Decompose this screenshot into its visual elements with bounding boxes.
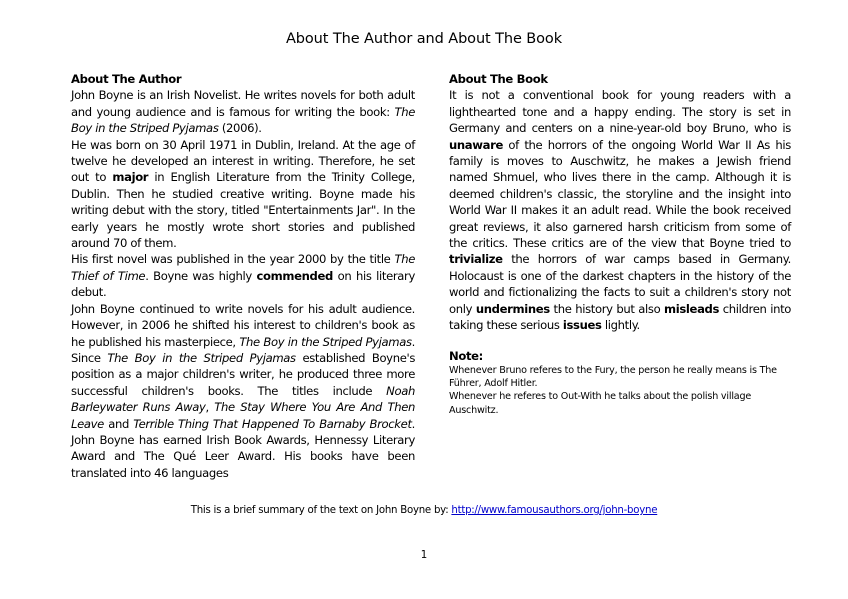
author-paragraph-2 bbox=[71, 137, 415, 252]
author-p4-text: and bbox=[103, 416, 134, 431]
author-paragraph-3 bbox=[71, 251, 415, 300]
page-number: 1 bbox=[420, 550, 428, 561]
author-p3-text: His first novel was published in the year 2000 by the title bbox=[71, 252, 395, 267]
note-section bbox=[449, 348, 791, 417]
book-text: the history but also bbox=[549, 301, 665, 316]
author-p4-text: . Since bbox=[71, 334, 416, 365]
page-title: About The Author and About The Book bbox=[285, 31, 562, 47]
book-title-italic: The Boy in the Striped Pyjamas bbox=[107, 350, 296, 365]
keyword-trivialize: trivialize bbox=[449, 252, 503, 267]
author-paragraph-1 bbox=[71, 87, 415, 136]
keyword-commended: commended bbox=[256, 268, 333, 283]
author-p2-text-end: in English Literature from the Trinity College, Dublin. Then he studied creative writing. Boyne made his writing debut with the story, titled "Entertainments Jar". In the early years he mostly wrote short stories and published around 70 of them. bbox=[71, 170, 415, 251]
footer-text: This is a brief summary of the text on John Boyne by: bbox=[190, 505, 452, 516]
author-p4-text-end: . John Boyne has earned Irish Book Awards, Hennessy Literary Award and The Qué Leer Award. His books have been translated into 46 languages bbox=[71, 416, 415, 480]
author-p3-text-end: on his literary debut. bbox=[71, 268, 415, 300]
book-paragraph bbox=[449, 87, 791, 333]
book-title-italic: The Stay Where You Are And Then Leave bbox=[71, 400, 416, 431]
about-author-heading: About The Author bbox=[71, 72, 182, 86]
note-line-1: Whenever Bruno referes to the Fury, the person he really means is The Führer, Adolf Hitler. bbox=[449, 364, 777, 390]
book-text-end: lightly. bbox=[601, 318, 640, 333]
author-p4-text: John Boyne continued to write novels for his adult audience. However, in 2006 he shifted his interest to children's book as he published his masterpiece, bbox=[71, 301, 415, 349]
book-text: children into taking these serious bbox=[449, 301, 792, 333]
keyword-major: major bbox=[112, 170, 149, 185]
keyword-misleads: misleads bbox=[664, 301, 720, 316]
keyword-issues: issues bbox=[562, 318, 602, 333]
author-p4-text: , bbox=[205, 400, 215, 415]
book-title-italic: The Thief of Time bbox=[71, 252, 415, 283]
author-p3-text-mid: . Boyne was highly bbox=[145, 268, 257, 283]
footer-summary bbox=[0, 505, 848, 516]
book-text: It is not a conventional book for young readers with a lighthearted tone and a happy ending. The story is set in Germany and centers on a nine-year-old boy Bruno, who is bbox=[449, 88, 791, 136]
book-text: of the horrors of the ongoing World War II As his family is moves to Auschwitz, he makes a Jewish friend named Shmuel, who lives there in the camp. Although it is deemed children's classic, the storyline and the insight into World War II makes it an adult read. While the book received great reviews, it also garnered harsh criticism from some of the critics. These critics are of the view that Boyne tried to bbox=[449, 137, 791, 251]
author-p4-text: established Boyne's position as a major children's writer, he produced three more successful children's books. The titles include bbox=[71, 350, 416, 398]
source-link[interactable]: http://www.famousauthors.org/john-boyne bbox=[451, 505, 658, 516]
author-p2-text: He was born on 30 April 1971 in Dublin, Ireland. At the age of twelve he developed an interest in writing. Therefore, he set out to bbox=[71, 137, 415, 185]
keyword-unaware: unaware bbox=[449, 137, 503, 152]
about-book-column bbox=[449, 71, 791, 417]
author-paragraph-4 bbox=[71, 301, 415, 481]
author-p1-text: John Boyne is an Irish Novelist. He writes novels for both adult and young audience and is famous for writing the book: bbox=[71, 88, 415, 119]
about-book-heading: About The Book bbox=[449, 72, 548, 86]
keyword-undermines: undermines bbox=[475, 301, 550, 316]
about-author-column bbox=[71, 71, 415, 481]
author-p1-text-end: (2006). bbox=[218, 121, 262, 136]
note-line-2: Whenever he referes to Out-With he talks about the polish village Auschwitz. bbox=[449, 391, 752, 416]
book-title-italic: The Boy in the Striped Pyjamas bbox=[71, 104, 415, 136]
note-title: Note: bbox=[449, 348, 483, 363]
book-text: the horrors of war camps based in Germany. Holocaust is one of the darkest chapters in the history of the world and fictionalizing the facts to suit a children's story not only bbox=[449, 252, 791, 316]
book-title-italic: The Boy in the Striped Pyjamas bbox=[239, 334, 412, 349]
book-title-italic: Terrible Thing That Happened To Barnaby Brocket bbox=[133, 416, 412, 431]
book-title-italic: Noah Barleywater Runs Away bbox=[71, 383, 415, 415]
